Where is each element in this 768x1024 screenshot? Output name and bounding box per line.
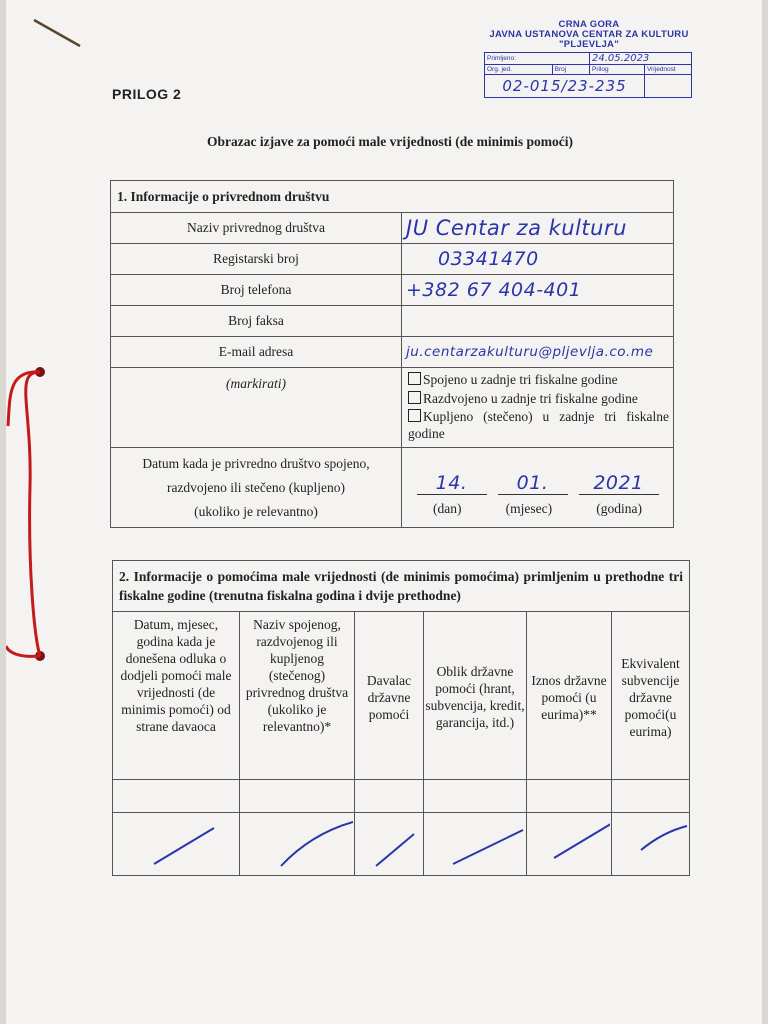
phone-field[interactable]: +382 67 404-401 — [402, 275, 674, 306]
table-row — [111, 306, 674, 337]
strike-mark — [241, 814, 353, 870]
col-aid-amount: Iznos državne pomoći (u eurima)** — [527, 612, 612, 780]
struck-cell[interactable] — [113, 813, 240, 876]
empty-cell[interactable] — [424, 780, 527, 813]
empty-cell[interactable] — [612, 780, 690, 813]
option-split-label: Razdvojeno u zadnje tri fiskalne godine — [423, 391, 638, 406]
struck-cell[interactable] — [424, 813, 527, 876]
fax-label: Broj faksa — [111, 306, 402, 337]
stamp-received-label: Primljeno: — [485, 53, 590, 65]
table-row — [111, 337, 674, 368]
option-merged-label: Spojeno u zadnje tri fiskalne godine — [423, 372, 618, 387]
column-headers — [113, 612, 690, 780]
col-company-name: Naziv spojenog, razdvojenog ili kupljenog (stečenog) privrednog društva (ukoliko je relevantno)* — [240, 612, 355, 780]
table-row — [111, 448, 674, 528]
registry-stamp — [484, 20, 694, 98]
col-aid-provider: Davalac državne pomoći — [355, 612, 424, 780]
merge-date-label-line-3: (ukoliko je relevantno) — [194, 503, 318, 519]
merge-date-label — [111, 448, 402, 528]
stamp-number: 02-015/23-235 — [485, 75, 645, 98]
option-merged[interactable] — [408, 370, 669, 389]
day-caption: (dan) — [433, 500, 462, 516]
checkbox-split[interactable] — [408, 391, 421, 404]
email-field[interactable]: ju.centarzakulturu@pljevlja.co.me — [402, 337, 674, 368]
table-row — [111, 368, 674, 448]
company-name-label: Naziv privrednog društva — [111, 213, 402, 244]
document-page — [6, 0, 762, 1024]
stamp-line-3: "PLJEVLJA" — [558, 39, 620, 50]
status-options — [402, 368, 674, 448]
checkbox-acquired[interactable] — [408, 409, 421, 422]
date-day-field[interactable]: 14. — [417, 472, 487, 495]
empty-cell[interactable] — [240, 780, 355, 813]
table-row — [111, 213, 674, 244]
fax-field[interactable] — [402, 306, 674, 337]
table-row — [113, 813, 690, 876]
company-name-field[interactable]: JU Centar za kulturu — [402, 213, 674, 244]
strike-mark — [613, 814, 688, 870]
strike-mark — [425, 814, 525, 870]
empty-cell[interactable] — [355, 780, 424, 813]
pen-mark — [30, 16, 90, 56]
stamp-value-cell — [645, 75, 692, 98]
date-month-field[interactable]: 01. — [498, 472, 568, 495]
option-acquired[interactable] — [408, 408, 669, 442]
stamp-table — [484, 52, 692, 98]
strike-mark — [528, 814, 610, 870]
col-subsidy-equivalent: Ekvivalent subvencije državne pomoći(u eurima) — [612, 612, 690, 780]
struck-cell[interactable] — [527, 813, 612, 876]
option-acquired-label: Kupljeno (stečeno) u zadnje tri fiskalne godine — [408, 409, 669, 441]
col-aid-form: Oblik državne pomoći (hrant, subvencija, kredit, garancija, itd.) — [424, 612, 527, 780]
stamp-received-date: 24.05.2023 — [590, 53, 692, 65]
de-minimis-aid-table — [112, 560, 690, 876]
phone-label: Broj telefona — [111, 275, 402, 306]
struck-cell[interactable] — [612, 813, 690, 876]
merge-date-label-line-1: Datum kada je privredno društvo spojeno, — [142, 455, 370, 471]
struck-cell[interactable] — [240, 813, 355, 876]
strike-mark — [356, 814, 422, 870]
checkbox-merged[interactable] — [408, 372, 421, 385]
empty-cell[interactable] — [113, 780, 240, 813]
stamp-col-vrijednost: Vrijednost — [645, 65, 692, 75]
form-title: Obrazac izjave za pomoći male vrijednosti (de minimis pomoći) — [207, 134, 573, 149]
table-row — [111, 244, 674, 275]
mark-label: (markirati) — [111, 368, 402, 448]
year-caption: (godina) — [596, 500, 642, 516]
strike-mark — [114, 814, 238, 870]
stamp-line-1: CRNA GORA — [558, 19, 620, 30]
option-split[interactable] — [408, 389, 669, 408]
registration-number-field[interactable]: 03341470 — [402, 244, 674, 275]
merge-date-label-line-2: razdvojeno ili stečeno (kupljeno) — [166, 479, 346, 495]
stamp-col-broj: Broj — [552, 65, 589, 75]
email-label: E-mail adresa — [111, 337, 402, 368]
stamp-col-org: Org. jed. — [485, 65, 553, 75]
col-decision-date: Datum, mjesec, godina kada je donešena odluka o dodjeli pomoći male vrijednosti (de minimis pomoći) od strane davaoca — [113, 612, 240, 780]
company-info-table — [110, 180, 674, 528]
stamp-col-prilog: Prilog — [590, 65, 645, 75]
table-row — [113, 780, 690, 813]
section-1-heading: 1. Informacije o privrednom društvu — [111, 181, 674, 213]
table-row — [111, 275, 674, 306]
date-year-field[interactable]: 2021 — [579, 472, 659, 495]
empty-cell[interactable] — [527, 780, 612, 813]
stamp-line-2: JAVNA USTANOVA CENTAR ZA KULTURU — [489, 29, 689, 40]
binding-cord — [6, 366, 50, 664]
struck-cell[interactable] — [355, 813, 424, 876]
merge-date-field — [402, 448, 674, 528]
section-2-heading: 2. Informacije o pomoćima male vrijednosti (de minimis pomoćima) primljenim u prethodne tri fiskalne godine (trenutna fiskalna godina i dvije prethodne) — [113, 561, 690, 612]
month-caption: (mjesec) — [505, 500, 553, 516]
registration-number-label: Registarski broj — [111, 244, 402, 275]
annex-label: PRILOG 2 — [112, 86, 182, 102]
